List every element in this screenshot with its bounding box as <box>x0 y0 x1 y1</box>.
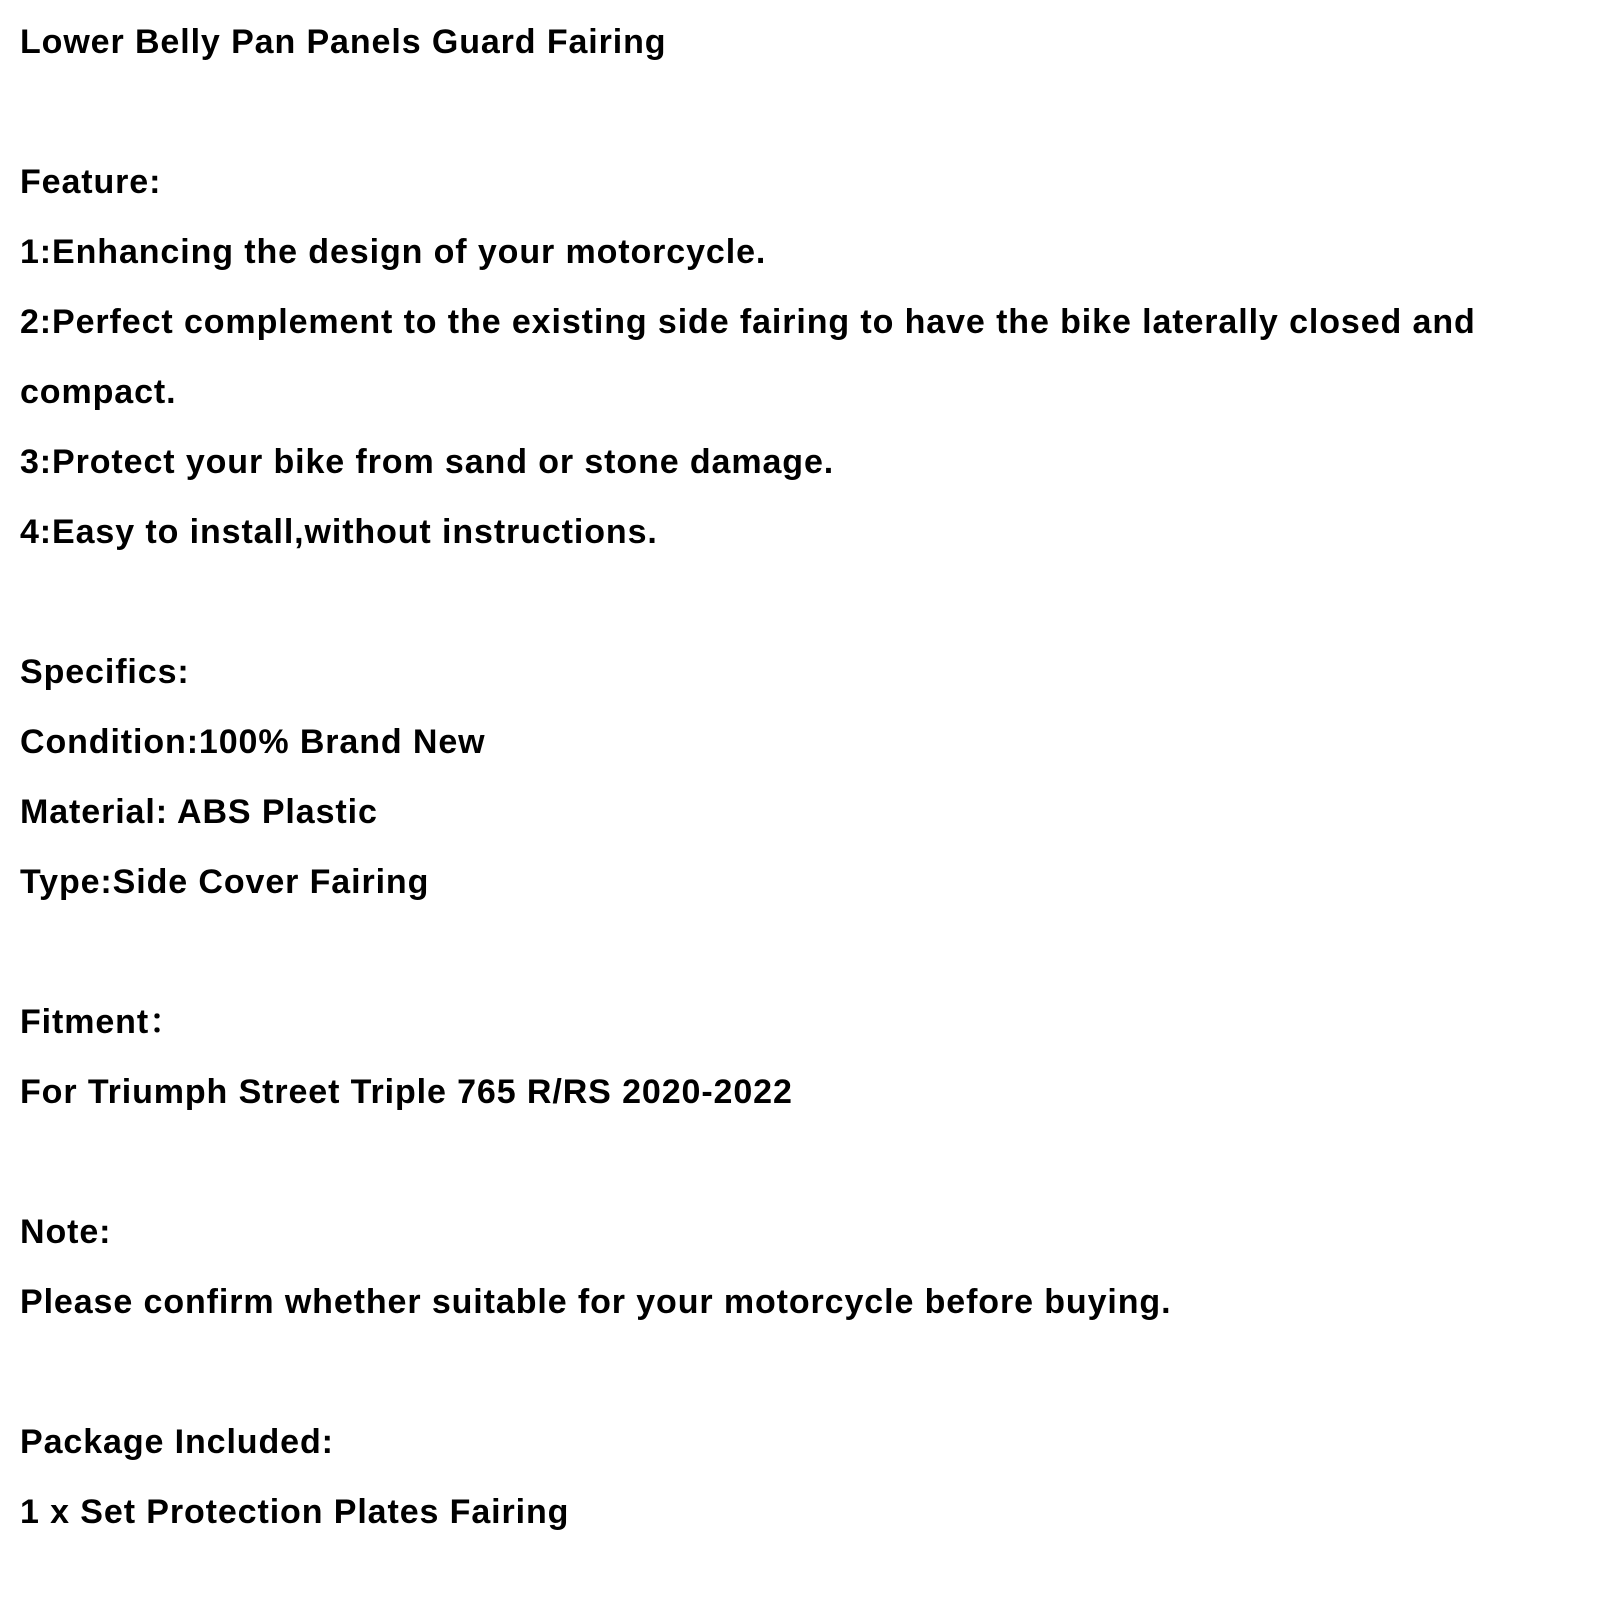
fitment-heading: Fitment： <box>20 1003 184 1041</box>
feature-item-2-continued: compact. <box>20 373 177 411</box>
feature-item-4: 4:Easy to install,without instructions. <box>20 513 658 551</box>
note-value: Please confirm whether suitable for your motorcycle before buying. <box>20 1283 1172 1321</box>
spec-material: Material: ABS Plastic <box>20 793 378 831</box>
package-value: 1 x Set Protection Plates Fairing <box>20 1493 570 1531</box>
note-heading: Note: <box>20 1213 112 1251</box>
fitment-value: For Triumph Street Triple 765 R/RS 2020-2022 <box>20 1073 793 1111</box>
spec-condition: Condition:100% Brand New <box>20 723 486 761</box>
package-heading: Package Included: <box>20 1423 334 1461</box>
feature-item-3: 3:Protect your bike from sand or stone damage. <box>20 443 835 481</box>
feature-heading: Feature: <box>20 163 162 201</box>
spec-type: Type:Side Cover Fairing <box>20 863 430 901</box>
specifics-heading: Specifics: <box>20 653 190 691</box>
feature-item-1: 1:Enhancing the design of your motorcycle. <box>20 233 767 271</box>
feature-item-2: 2:Perfect complement to the existing side fairing to have the bike laterally closed and <box>20 303 1476 341</box>
product-title: Lower Belly Pan Panels Guard Fairing <box>20 23 667 61</box>
